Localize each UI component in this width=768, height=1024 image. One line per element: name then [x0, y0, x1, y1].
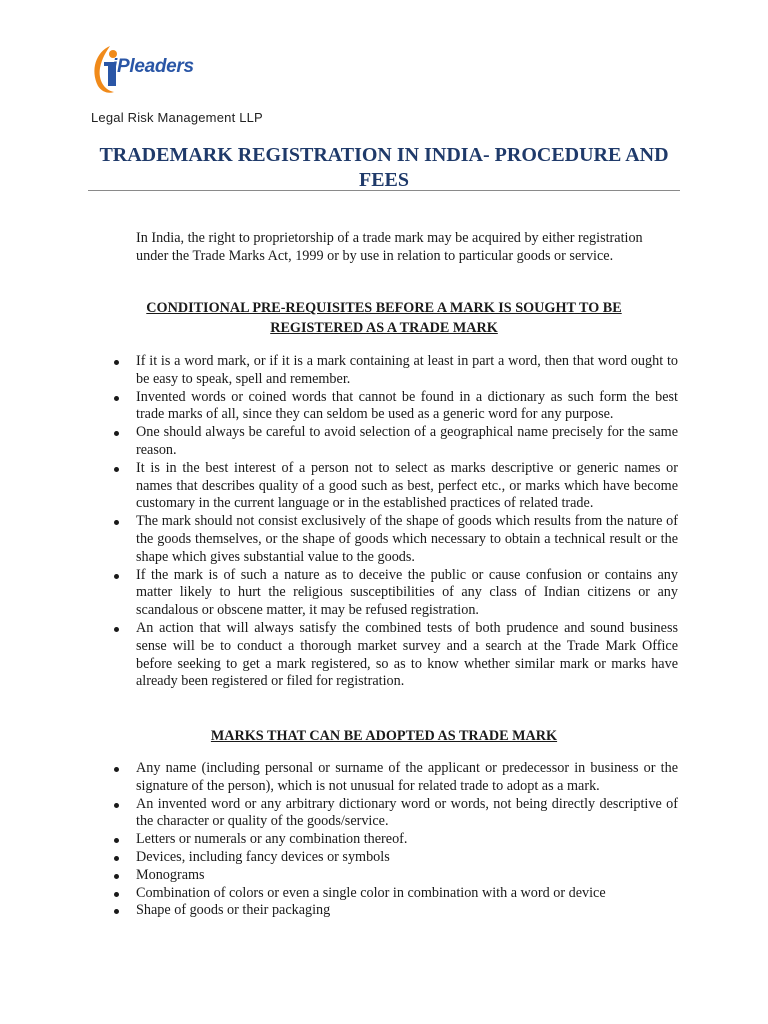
list-item: If the mark is of such a nature as to deceive the public or cause confusion or contains any matter likely to hurt the religious susceptibilities of any class of Indian citizens or any scandalous or obscene matter, it may be refused registration. [110, 567, 678, 620]
logo-wordmark: iPleaders [112, 56, 194, 77]
list-item: An invented word or any arbitrary dictionary word or words, not being directly descriptive of the character or quality of the goods/service. [110, 796, 678, 832]
list-item: Shape of goods or their packaging [110, 902, 678, 920]
list-item: One should always be careful to avoid selection of a geographical name precisely for the same reason. [110, 424, 678, 460]
document-title: TRADEMARK REGISTRATION IN INDIA- PROCEDURE AND FEES [99, 144, 669, 191]
company-name: Legal Risk Management LLP [91, 110, 263, 125]
list-item: An action that will always satisfy the combined tests of both prudence and sound business sense will be to conduct a thorough market survey and a search at the Trade Mark Office before seeking to get a mark registered, so as to know whether similar mark or marks have already been registered or filed for registration. [110, 620, 678, 691]
title-divider [88, 190, 680, 191]
list-item: It is in the best interest of a person not to select as marks descriptive or generic names or names that describes quality of a good such as best, perfect etc., or marks which have become customary in the current language or in the established practices of related trade. [110, 460, 678, 513]
list-item: Any name (including personal or surname of the applicant or predecessor in business or the signature of the person), which is not unusual for related trade to adopt as a mark. [110, 760, 678, 796]
list-item: Invented words or coined words that cannot be found in a dictionary as such form the best trade marks of all, since they can seldom be used as a generic word for any purpose. [110, 389, 678, 425]
list-item: Letters or numerals or any combination thereof. [110, 831, 678, 849]
list-item: Devices, including fancy devices or symbols [110, 849, 678, 867]
prerequisites-list [110, 353, 678, 691]
section-heading-adoptable-marks: MARKS THAT CAN BE ADOPTED AS TRADE MARK [210, 728, 558, 744]
list-item: Monograms [110, 867, 678, 885]
list-item: If it is a word mark, or if it is a mark containing at least in part a word, then that word ought to be easy to speak, spell and remember. [110, 353, 678, 389]
list-item: Combination of colors or even a single color in combination with a word or device [110, 885, 678, 903]
section-heading-prerequisites: CONDITIONAL PRE-REQUISITES BEFORE A MARK IS SOUGHT TO BE REGISTERED AS A TRADE MARK [146, 300, 622, 336]
intro-paragraph: In India, the right to proprietorship of a trade mark may be acquired by either registration under the Trade Marks Act, 1999 or by use in relation to particular goods or service. [136, 230, 643, 264]
list-item: The mark should not consist exclusively of the shape of goods which results from the nature of the goods themselves, or the shape of goods which necessary to obtain a technical result or the shape which gives substantial value to the goods. [110, 513, 678, 566]
adoptable-marks-list [110, 760, 678, 920]
